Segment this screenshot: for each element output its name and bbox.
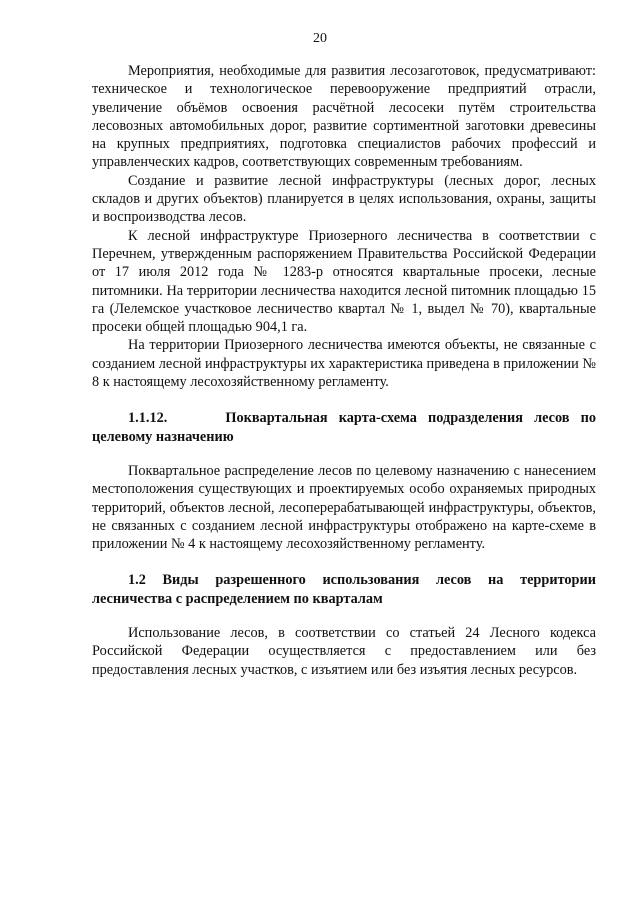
spacer — [92, 391, 596, 409]
paragraph-infrastructure-list: К лесной инфраструктуре Приозерного лесничества в соответствии с Перечнем, утвержденным распоряжением Правительства Российской Федерации от 17 июля 2012 года № 1283-р относятся квартальные просеки, лесные питомники. На территории лесничества находится лесной питомник площадью 15 га (Лелемское участковое лесничество квартал № 1, выдел № 70), квартальные просеки общей площадью 904,1 га. — [92, 227, 596, 336]
paragraph-forest-infrastructure: Создание и развитие лесной инфраструктуры (лесных дорог, лесных складов и других объектов) планируется в целях использования, охраны, защиты и воспроизводства лесов. — [92, 172, 596, 226]
section-number: 1.1.12. — [128, 410, 168, 427]
section-title: Поквартальная карта-схема подразделения лесов по целевому назначению — [92, 410, 596, 445]
paragraph-logging-measures: Мероприятия, необходимые для развития лесозаготовок, предусматривают: техническое и технологическое перевооружение предприятий отрасли, увеличение объёмов освоения расчётной лесосеки путём строительства лесовозных автомобильных дорог, развитие сортиментной заготовки древесины на крупных предприятиях, подготовка специалистов рабочих профессий и управленческих кадров, соответствующих современным требованиям. — [92, 63, 596, 171]
paragraph-forest-use: Использование лесов, в соответствии со статьей 24 Лесного кодекса Российской Федерации осуществляется с предоставлением или без предоставления лесных участков, с изъятием или без изъятия лесных ресурсов. — [92, 625, 596, 678]
section-heading-1-2: 1.2 Виды разрешенного использования лесов на территории лесничества с распределением по кварталам — [92, 572, 596, 607]
document-body — [92, 62, 596, 679]
spacer — [92, 553, 596, 571]
section-heading-1-1-12 — [92, 409, 596, 446]
spacer — [92, 446, 596, 462]
paragraph-map-scheme: Поквартальное распределение лесов по целевому назначению с нанесением местоположения существующих и проектируемых особо охраняемых природных территорий, объектов лесной, лесоперерабатывающей инфраструктуры, объектов, не связанных с созданием лесной инфраструктуры отображено на карте-схеме в приложении № 4 к настоящему лесохозяйственному регламенту. — [92, 462, 596, 553]
spacer — [92, 608, 596, 624]
paragraph-other-objects: На территории Приозерного лесничества имеются объекты, не связанные с созданием лесной инфраструктуры их характеристика приведена в приложении № 8 к настоящему лесохозяйственному регламенту. — [92, 337, 596, 391]
page-number: 20 — [313, 31, 327, 46]
